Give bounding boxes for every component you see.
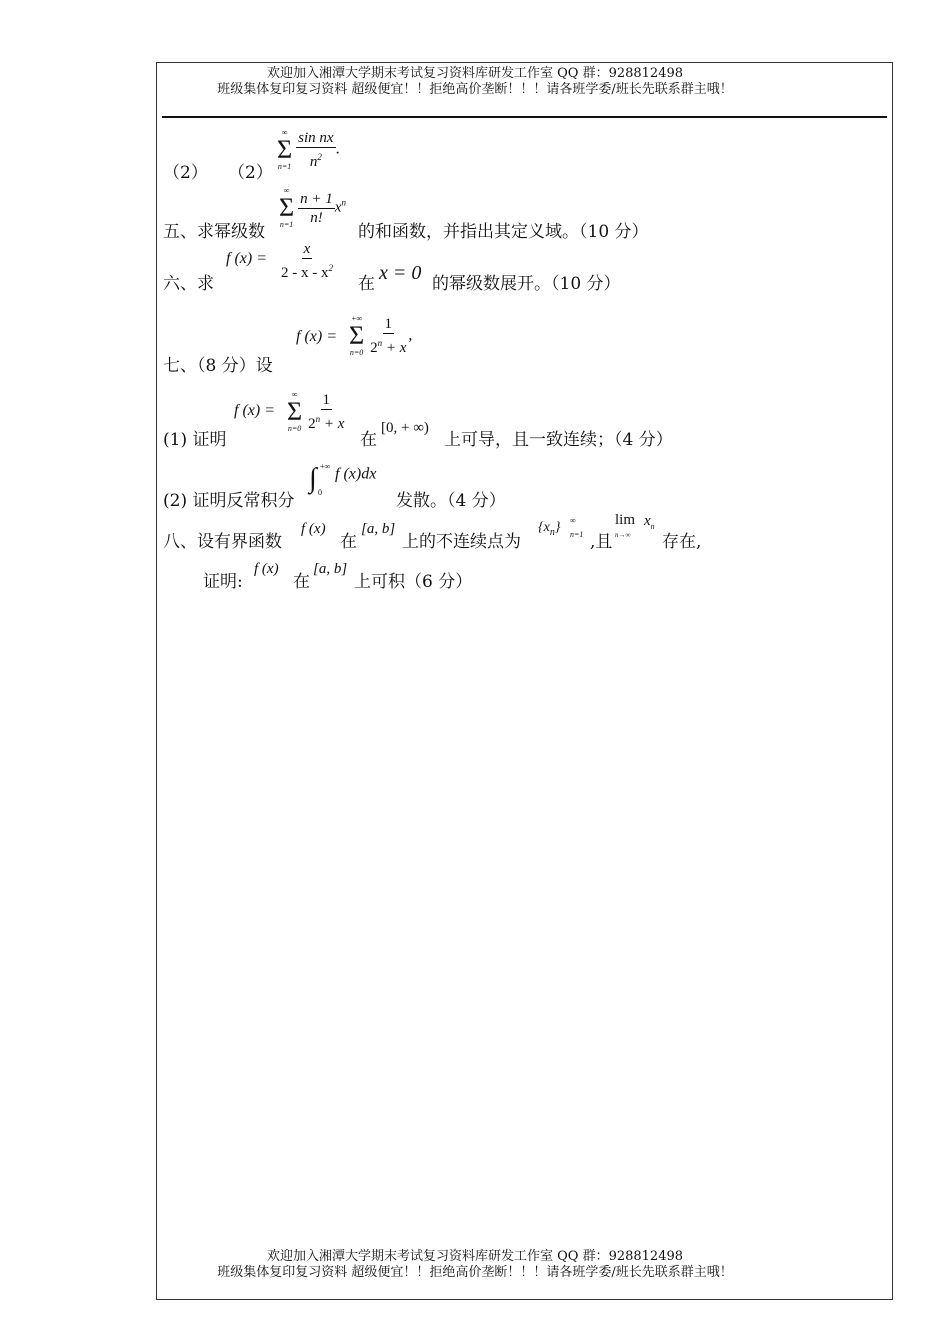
q5-suffix: 的和函数，并指出其定义域。（10 分） [358, 222, 649, 242]
fraction: $\frac{\text{sin nx}}{n^2}$ [298, 130, 334, 170]
fraction: $\frac{n + 1}{n!}$ [300, 190, 333, 226]
q8-seq-top: ∞ [570, 516, 576, 525]
q8-mid1: 在 [340, 532, 357, 552]
sum-symbol: ∞ Σ n=1 [279, 186, 295, 229]
q6-prefix: 六、求 [163, 274, 214, 294]
header-line-2: 班级集体复印复习资料 超级便宜！！拒绝高价垄断！！！请各班学委/班长先联系群主哦！ [217, 82, 733, 97]
q8b-fx: f (x) [254, 561, 279, 577]
q8b-suffix: 上可积（6 分） [354, 572, 473, 592]
q4-2-formula: ∞ Σ n=1 $\frac{\text{sin nx}}{n^2}$ . [277, 128, 340, 171]
footer-line-1: 欢迎加入湘潭大学期末考试复习资料库研发工作室 QQ 群：928812498 [266, 1249, 684, 1264]
q8-lim-var: $x_n$ [644, 513, 655, 531]
q8-suffix: 存在, [662, 532, 702, 552]
q6-point: x = 0 [379, 262, 422, 284]
q7-1-suffix: 上可导，且一致连续；（4 分） [444, 430, 673, 450]
q7-2-formula: ∫ +∞ 0 f (x)dx [309, 462, 377, 497]
q7-2-suffix: 发散。（4 分） [396, 491, 506, 511]
q5-formula: ∞ Σ n=1 $\frac{n + 1}{n!}$ $x^n$ [279, 186, 346, 229]
q8b-mid1: 在 [293, 572, 310, 592]
q7-1-prefix: (1) 证明 [163, 430, 227, 450]
page-header [0, 66, 950, 98]
q7-1-formula [287, 390, 346, 434]
fraction: $\frac{1}{2^n + x}$ [370, 316, 407, 356]
fraction: $\frac{1}{2^n + x}$ [308, 392, 345, 432]
q8-mid3: ,且 [590, 532, 613, 552]
q8-fx: f (x) [301, 521, 326, 537]
q8-seq-bottom: n=1 [570, 530, 584, 539]
sum-symbol: ∞ Σ n=1 [277, 128, 293, 171]
q8b-prefix: 证明: [203, 572, 243, 592]
integral-sign: ∫ +∞ 0 [309, 462, 331, 497]
sum-symbol: ∞ Σ n=0 [287, 390, 303, 433]
q7-1-mid: 在 [360, 430, 377, 450]
q4-2-label-a: （2） [163, 163, 208, 183]
q7-formula: +∞ Σ n=0 $\frac{1}{2^n + x}$ , [349, 314, 413, 357]
q7-2-prefix: (2) 证明反常积分 [163, 491, 295, 511]
header-line-1: 欢迎加入湘潭大学期末考试复习资料库研发工作室 QQ 群：928812498 [266, 66, 684, 81]
header-rule [162, 116, 887, 118]
q7-1-lhs: f (x) = [234, 402, 275, 419]
q7-prefix: 七、（8 分）设 [163, 356, 273, 376]
q8-lim: lim [615, 512, 636, 528]
page-footer [0, 1249, 950, 1281]
q7-lhs: f (x) = [296, 328, 337, 345]
q6-mid: 在 [358, 274, 375, 294]
q6-fraction: $\frac{x}{2 - x - x^2}$ [281, 241, 333, 281]
q6-suffix: 的幂级数展开。（10 分） [432, 274, 621, 294]
q4-2-label-b: （2） [228, 163, 273, 183]
q8-mid2: 上的不连续点为 [402, 532, 521, 552]
q5-prefix: 五、求幂级数 [163, 222, 265, 242]
footer-line-2: 班级集体复印复习资料 超级便宜！！拒绝高价垄断！！！请各班学委/班长先联系群主哦！ [217, 1265, 733, 1280]
page-frame [156, 62, 893, 1300]
q8b-interval: [a, b] [313, 561, 348, 577]
q7-1-interval: [0, + ∞) [381, 420, 429, 436]
q8-sequence: $\{x_n\}$ [538, 520, 561, 538]
q8-lim-sub: n→∞ [615, 531, 631, 539]
sum-symbol: +∞ Σ n=0 [349, 314, 365, 357]
q6-lhs: f (x) = [226, 250, 267, 267]
q8-interval: [a, b] [361, 521, 396, 537]
q8-prefix: 八、设有界函数 [163, 532, 282, 552]
